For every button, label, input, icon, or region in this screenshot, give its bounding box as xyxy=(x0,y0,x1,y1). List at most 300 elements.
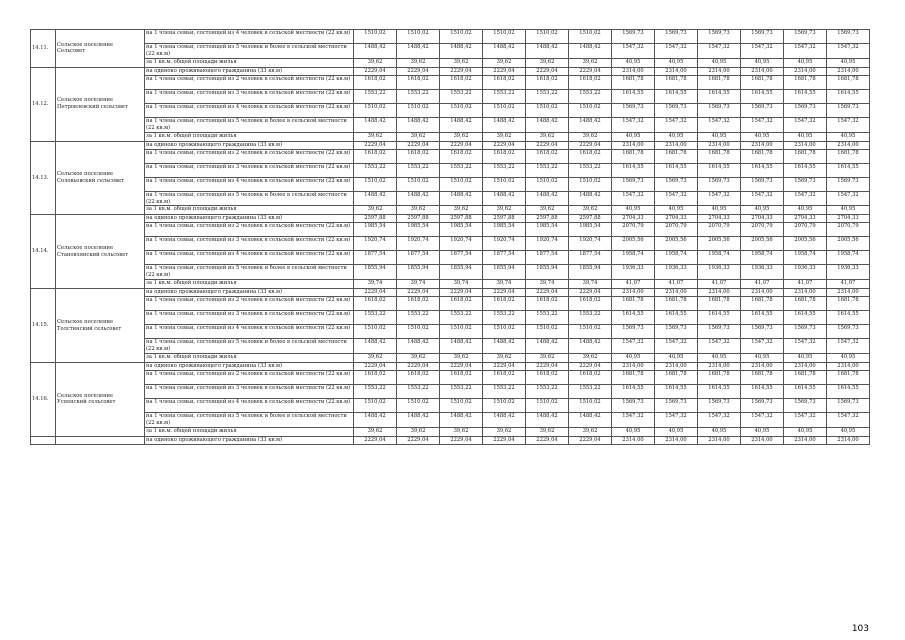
value-cell: 1958,74 xyxy=(612,251,655,265)
value-cell: 1985,54 xyxy=(483,223,526,237)
value-cell: 39,62 xyxy=(397,206,440,215)
value-cell: 2229,04 xyxy=(354,289,397,297)
value-cell: 1488,42 xyxy=(397,117,440,132)
value-cell: 40,95 xyxy=(827,354,870,363)
value-cell: 1614,55 xyxy=(698,89,741,103)
settlement-name-line: Сельское поселение xyxy=(57,244,114,251)
value-cell: 40,95 xyxy=(655,132,698,141)
value-cell: 1936,33 xyxy=(655,265,698,280)
value-cell: 1618,02 xyxy=(354,371,397,385)
settlement-name-line: Сельское поселение xyxy=(57,318,114,325)
value-cell: 1618,02 xyxy=(526,371,569,385)
value-cell: 40,95 xyxy=(612,427,655,436)
value-cell: 40,95 xyxy=(612,132,655,141)
value-cell: 1618,02 xyxy=(397,297,440,311)
value-cell: 2005,56 xyxy=(655,237,698,251)
value-cell: 1488,42 xyxy=(569,191,612,206)
value-cell: 1681,78 xyxy=(612,297,655,311)
value-cell: 40,95 xyxy=(655,58,698,67)
value-cell: 1488,42 xyxy=(569,339,612,354)
value-cell: 1488,42 xyxy=(526,44,569,59)
value-cell: 39,62 xyxy=(483,206,526,215)
value-cell: 1681,78 xyxy=(827,75,870,89)
value-cell: 1547,32 xyxy=(655,339,698,354)
value-cell: 1510,02 xyxy=(397,399,440,413)
table-row xyxy=(31,265,870,280)
value-cell: 1618,02 xyxy=(569,297,612,311)
value-cell: 39,74 xyxy=(354,280,397,289)
value-cell: 1569,73 xyxy=(784,30,827,44)
value-cell: 2229,04 xyxy=(397,67,440,75)
value-cell: 1614,55 xyxy=(784,89,827,103)
value-cell: 1553,22 xyxy=(483,163,526,177)
value-cell: 1547,32 xyxy=(741,117,784,132)
value-cell: 1569,73 xyxy=(827,177,870,191)
value-cell: 40,95 xyxy=(741,132,784,141)
value-cell: 1681,78 xyxy=(698,371,741,385)
value-cell: 1510,02 xyxy=(526,30,569,44)
value-cell: 40,95 xyxy=(655,354,698,363)
value-cell: 2229,04 xyxy=(440,363,483,371)
value-cell: 1681,78 xyxy=(741,371,784,385)
value-cell: 1547,32 xyxy=(784,191,827,206)
value-cell: 1510,02 xyxy=(526,325,569,339)
value-cell: 1547,32 xyxy=(698,413,741,428)
value-cell: 1553,22 xyxy=(440,89,483,103)
value-cell: 2314,00 xyxy=(698,141,741,149)
value-cell: 2314,00 xyxy=(784,289,827,297)
row-description: на одиноко проживающего гражданина (33 кв.м) xyxy=(145,215,354,223)
value-cell: 1488,42 xyxy=(440,117,483,132)
value-cell: 1553,22 xyxy=(483,311,526,325)
value-cell: 40,95 xyxy=(784,354,827,363)
value-cell: 1488,42 xyxy=(526,413,569,428)
value-cell: 39,62 xyxy=(569,206,612,215)
page-number: 103 xyxy=(851,624,869,634)
value-cell: 1547,32 xyxy=(655,413,698,428)
value-cell: 2229,04 xyxy=(354,363,397,371)
row-description: на 1 члена семьи, состоящей из 2 человек в сельской местности (22 кв.м) xyxy=(145,75,354,89)
value-cell: 2314,00 xyxy=(655,363,698,371)
value-cell: 1510,02 xyxy=(354,103,397,117)
value-cell: 39,62 xyxy=(440,58,483,67)
value-cell: 1936,33 xyxy=(827,265,870,280)
value-cell: 1618,02 xyxy=(440,149,483,163)
value-cell: 2314,00 xyxy=(827,436,870,444)
value-cell: 1958,74 xyxy=(827,251,870,265)
value-cell: 1681,78 xyxy=(741,75,784,89)
value-cell: 2229,04 xyxy=(483,67,526,75)
value-cell: 1488,42 xyxy=(397,44,440,59)
value-cell: 1569,73 xyxy=(741,399,784,413)
value-cell: 1569,73 xyxy=(655,103,698,117)
row-description: на 1 члена семьи, состоящей из 2 человек в сельской местности (22 кв.м) xyxy=(145,297,354,311)
value-cell: 1618,02 xyxy=(569,371,612,385)
value-cell: 1569,73 xyxy=(827,103,870,117)
row-description: на 1 члена семьи, состоящей из 2 человек в сельской местности (22 кв.м) xyxy=(145,223,354,237)
value-cell: 2314,00 xyxy=(612,363,655,371)
value-cell: 1985,54 xyxy=(440,223,483,237)
table-row xyxy=(31,237,870,251)
settlement-code-cell: 14.13. xyxy=(31,141,56,215)
value-cell: 41,07 xyxy=(612,280,655,289)
value-cell: 1547,32 xyxy=(741,44,784,59)
value-cell: 1488,42 xyxy=(354,339,397,354)
value-cell: 1569,73 xyxy=(612,30,655,44)
value-cell: 40,95 xyxy=(698,58,741,67)
value-cell: 2314,00 xyxy=(741,363,784,371)
value-cell: 1553,22 xyxy=(440,311,483,325)
value-cell: 40,95 xyxy=(612,354,655,363)
value-cell: 2314,00 xyxy=(655,67,698,75)
value-cell: 1618,02 xyxy=(440,371,483,385)
value-cell: 1553,22 xyxy=(526,385,569,399)
value-cell: 2229,04 xyxy=(483,141,526,149)
settlement-code-cell: 14.11. xyxy=(31,30,56,68)
value-cell: 2229,04 xyxy=(354,436,397,444)
settlement-name-line: Соловьевский сельсовет xyxy=(57,178,124,185)
value-cell: 1681,78 xyxy=(698,149,741,163)
value-cell: 1681,78 xyxy=(655,75,698,89)
row-description: на 1 члена семьи, состоящей из 5 человек и более в сельской местности (22 кв.м) xyxy=(145,339,354,354)
value-cell: 1877,54 xyxy=(526,251,569,265)
settlement-code-cell: 14.16. xyxy=(31,363,56,437)
table-row xyxy=(31,223,870,237)
value-cell: 1614,55 xyxy=(741,163,784,177)
row-description: на одиноко проживающего гражданина (33 кв.м) xyxy=(145,67,354,75)
row-description: на 1 члена семьи, состоящей из 4 человек в сельской местности (22 кв.м) xyxy=(145,103,354,117)
value-cell: 1920,74 xyxy=(354,237,397,251)
value-cell: 1553,22 xyxy=(354,311,397,325)
value-cell: 1510,02 xyxy=(569,325,612,339)
value-cell: 39,62 xyxy=(526,132,569,141)
value-cell: 1569,73 xyxy=(698,325,741,339)
value-cell: 2314,00 xyxy=(784,436,827,444)
value-cell: 39,62 xyxy=(397,58,440,67)
value-cell: 39,62 xyxy=(526,206,569,215)
value-cell: 1618,02 xyxy=(483,297,526,311)
value-cell: 1510,02 xyxy=(569,177,612,191)
value-cell: 1510,02 xyxy=(483,399,526,413)
value-cell: 1510,02 xyxy=(397,30,440,44)
row-description: на 1 члена семьи, состоящей из 4 человек в сельской местности (22 кв.м) xyxy=(145,325,354,339)
value-cell: 2597,88 xyxy=(483,215,526,223)
value-cell: 1553,22 xyxy=(569,311,612,325)
value-cell: 1618,02 xyxy=(397,371,440,385)
value-cell: 1614,55 xyxy=(827,163,870,177)
value-cell: 1510,02 xyxy=(354,399,397,413)
value-cell: 1488,42 xyxy=(354,191,397,206)
value-cell: 39,74 xyxy=(397,280,440,289)
value-cell: 1547,32 xyxy=(612,339,655,354)
value-cell: 39,74 xyxy=(569,280,612,289)
value-cell: 1681,78 xyxy=(741,149,784,163)
value-cell: 40,95 xyxy=(612,58,655,67)
value-cell: 1510,02 xyxy=(354,30,397,44)
value-cell: 2597,88 xyxy=(354,215,397,223)
value-cell: 2229,04 xyxy=(483,436,526,444)
value-cell: 2005,56 xyxy=(827,237,870,251)
table-row xyxy=(31,280,870,289)
value-cell: 39,62 xyxy=(569,132,612,141)
value-cell: 1510,02 xyxy=(354,325,397,339)
table-row xyxy=(31,177,870,191)
value-cell: 39,62 xyxy=(483,427,526,436)
value-cell: 1614,55 xyxy=(741,385,784,399)
value-cell: 40,95 xyxy=(784,427,827,436)
value-cell: 1614,55 xyxy=(784,163,827,177)
row-description: на одиноко проживающего гражданина (33 кв.м) xyxy=(145,436,354,444)
row-description: на одиноко проживающего гражданина (33 кв.м) xyxy=(145,363,354,371)
value-cell: 1569,73 xyxy=(741,30,784,44)
value-cell: 1510,02 xyxy=(440,30,483,44)
value-cell: 1553,22 xyxy=(397,89,440,103)
value-cell: 1510,02 xyxy=(440,177,483,191)
value-cell: 1920,74 xyxy=(440,237,483,251)
value-cell: 39,62 xyxy=(397,132,440,141)
value-cell: 40,95 xyxy=(827,58,870,67)
settlement-name-line: Успенский сельсовет xyxy=(57,399,116,406)
value-cell: 1488,42 xyxy=(354,44,397,59)
value-cell: 1855,94 xyxy=(483,265,526,280)
value-cell: 1618,02 xyxy=(569,149,612,163)
value-cell: 1488,42 xyxy=(569,117,612,132)
value-cell: 1920,74 xyxy=(397,237,440,251)
value-cell: 1681,78 xyxy=(784,371,827,385)
value-cell: 1488,42 xyxy=(483,44,526,59)
value-cell: 1920,74 xyxy=(526,237,569,251)
value-cell: 1877,54 xyxy=(483,251,526,265)
value-cell: 39,74 xyxy=(483,280,526,289)
value-cell: 1614,55 xyxy=(698,385,741,399)
value-cell: 1547,32 xyxy=(784,339,827,354)
value-cell: 1681,78 xyxy=(612,371,655,385)
settlement-name-cell xyxy=(56,215,145,289)
value-cell: 1488,42 xyxy=(483,117,526,132)
value-cell: 1510,02 xyxy=(526,103,569,117)
value-cell: 1510,02 xyxy=(483,103,526,117)
value-cell: 1618,02 xyxy=(397,75,440,89)
row-description: за 1 кв.м. общей площади жилья xyxy=(145,280,354,289)
table-row xyxy=(31,289,870,297)
value-cell: 1569,73 xyxy=(827,30,870,44)
row-description: на 1 члена семьи, состоящей из 5 человек и более в сельской местности (22 кв.м) xyxy=(145,265,354,280)
value-cell: 1855,94 xyxy=(569,265,612,280)
value-cell: 1488,42 xyxy=(483,191,526,206)
table-row xyxy=(31,30,870,44)
value-cell: 2229,04 xyxy=(440,436,483,444)
value-cell: 1488,42 xyxy=(440,413,483,428)
value-cell: 1614,55 xyxy=(827,89,870,103)
value-cell: 1569,73 xyxy=(741,325,784,339)
settlement-name-line: Сельское поселение xyxy=(57,97,114,104)
value-cell: 41,07 xyxy=(698,280,741,289)
value-cell: 2314,00 xyxy=(741,289,784,297)
value-cell: 1681,78 xyxy=(612,75,655,89)
value-cell: 1553,22 xyxy=(397,311,440,325)
value-cell: 1569,73 xyxy=(698,177,741,191)
row-description: на 1 члена семьи, состоящей из 3 человек в сельской местности (22 кв.м) xyxy=(145,385,354,399)
row-description: на 1 члена семьи, состоящей из 2 человек в сельской местности (22 кв.м) xyxy=(145,149,354,163)
row-description: на 1 члена семьи, состоящей из 4 человек в сельской местности (22 кв.м) xyxy=(145,177,354,191)
settlement-code-cell: 14.12. xyxy=(31,67,56,141)
value-cell: 1488,42 xyxy=(483,413,526,428)
settlement-name-cell xyxy=(56,363,145,437)
value-cell: 2314,00 xyxy=(698,289,741,297)
value-cell: 1614,55 xyxy=(827,385,870,399)
row-description: на 1 члена семьи, состоящей из 3 человек в сельской местности (22 кв.м) xyxy=(145,311,354,325)
value-cell: 2229,04 xyxy=(397,436,440,444)
table-row xyxy=(31,399,870,413)
table-row xyxy=(31,215,870,223)
value-cell: 1681,78 xyxy=(784,75,827,89)
value-cell: 1547,32 xyxy=(698,339,741,354)
value-cell: 39,62 xyxy=(526,354,569,363)
value-cell: 1614,55 xyxy=(655,385,698,399)
value-cell: 2229,04 xyxy=(397,363,440,371)
value-cell: 1618,02 xyxy=(569,75,612,89)
value-cell: 40,95 xyxy=(784,132,827,141)
value-cell: 2314,00 xyxy=(741,141,784,149)
row-description: на одиноко проживающего гражданина (33 кв.м) xyxy=(145,289,354,297)
value-cell: 1488,42 xyxy=(397,413,440,428)
value-cell: 2597,88 xyxy=(397,215,440,223)
value-cell: 1569,73 xyxy=(612,177,655,191)
value-cell: 1488,42 xyxy=(569,44,612,59)
value-cell: 2314,00 xyxy=(827,289,870,297)
value-cell: 1510,02 xyxy=(483,30,526,44)
settlement-name-line: Сельское поселение xyxy=(57,41,114,48)
value-cell: 1618,02 xyxy=(483,371,526,385)
value-cell: 2704,33 xyxy=(784,215,827,223)
value-cell: 2314,00 xyxy=(784,363,827,371)
value-cell: 40,95 xyxy=(827,427,870,436)
value-cell: 1547,32 xyxy=(655,44,698,59)
value-cell: 41,07 xyxy=(827,280,870,289)
value-cell: 1547,32 xyxy=(655,117,698,132)
settlement-name-cell xyxy=(56,67,145,141)
value-cell: 1569,73 xyxy=(698,30,741,44)
value-cell: 1488,42 xyxy=(397,339,440,354)
value-cell: 1618,02 xyxy=(354,149,397,163)
table-row xyxy=(31,103,870,117)
value-cell: 1569,73 xyxy=(827,325,870,339)
value-cell: 2229,04 xyxy=(440,141,483,149)
tariff-table xyxy=(30,29,870,445)
value-cell: 40,95 xyxy=(827,132,870,141)
value-cell: 2314,00 xyxy=(698,363,741,371)
value-cell: 2314,00 xyxy=(612,436,655,444)
value-cell: 1920,74 xyxy=(569,237,612,251)
value-cell: 2314,00 xyxy=(784,141,827,149)
value-cell: 1936,33 xyxy=(741,265,784,280)
value-cell: 39,62 xyxy=(354,354,397,363)
value-cell: 1855,94 xyxy=(397,265,440,280)
settlement-name-cell xyxy=(56,30,145,68)
value-cell: 2229,04 xyxy=(397,141,440,149)
value-cell: 1569,73 xyxy=(612,103,655,117)
value-cell: 1488,42 xyxy=(526,117,569,132)
value-cell: 2229,04 xyxy=(397,289,440,297)
value-cell: 1547,32 xyxy=(698,44,741,59)
row-description: за 1 кв.м. общей площади жилья xyxy=(145,354,354,363)
table-row xyxy=(31,251,870,265)
settlement-name-cell xyxy=(56,141,145,215)
value-cell: 40,95 xyxy=(827,206,870,215)
row-description: за 1 кв.м. общей площади жилья xyxy=(145,427,354,436)
row-description: на 1 члена семьи, состоящей из 5 человек и более в сельской местности (22 кв.м) xyxy=(145,44,354,59)
table-row xyxy=(31,58,870,67)
value-cell: 1681,78 xyxy=(612,149,655,163)
settlement-name-line: Петровлевский сельсовет xyxy=(57,104,128,111)
table-row xyxy=(31,413,870,428)
row-description: на 1 члена семьи, состоящей из 5 человек и более в сельской местности (22 кв.м) xyxy=(145,117,354,132)
value-cell: 1877,54 xyxy=(569,251,612,265)
value-cell: 1553,22 xyxy=(569,163,612,177)
value-cell: 39,62 xyxy=(483,354,526,363)
value-cell: 1681,78 xyxy=(827,297,870,311)
value-cell: 1569,73 xyxy=(741,103,784,117)
value-cell: 1547,32 xyxy=(655,191,698,206)
value-cell: 1569,73 xyxy=(655,177,698,191)
value-cell: 1547,32 xyxy=(741,191,784,206)
value-cell: 1510,02 xyxy=(440,399,483,413)
value-cell: 1488,42 xyxy=(569,413,612,428)
value-cell: 1614,55 xyxy=(784,385,827,399)
value-cell: 1681,78 xyxy=(655,149,698,163)
value-cell: 1553,22 xyxy=(526,163,569,177)
value-cell: 2314,00 xyxy=(612,289,655,297)
value-cell: 1553,22 xyxy=(526,311,569,325)
value-cell: 39,62 xyxy=(483,132,526,141)
value-cell: 39,74 xyxy=(440,280,483,289)
value-cell: 1547,32 xyxy=(827,117,870,132)
value-cell: 40,95 xyxy=(741,58,784,67)
value-cell: 1510,02 xyxy=(397,325,440,339)
value-cell: 2314,00 xyxy=(612,141,655,149)
value-cell: 1681,78 xyxy=(698,75,741,89)
row-description: за 1 кв.м. общей площади жилья xyxy=(145,206,354,215)
row-description: на 1 члена семьи, состоящей из 2 человек в сельской местности (22 кв.м) xyxy=(145,371,354,385)
value-cell: 1614,55 xyxy=(612,163,655,177)
value-cell: 1547,32 xyxy=(784,44,827,59)
value-cell: 40,95 xyxy=(784,206,827,215)
value-cell: 1614,55 xyxy=(655,311,698,325)
value-cell: 39,62 xyxy=(354,132,397,141)
value-cell: 1553,22 xyxy=(526,89,569,103)
value-cell: 2314,00 xyxy=(698,436,741,444)
value-cell: 1569,73 xyxy=(612,399,655,413)
settlement-code-cell: 14.15. xyxy=(31,289,56,363)
table-row xyxy=(31,67,870,75)
value-cell: 1553,22 xyxy=(483,385,526,399)
value-cell: 1569,73 xyxy=(784,177,827,191)
value-cell: 1547,32 xyxy=(784,117,827,132)
value-cell: 1569,73 xyxy=(612,325,655,339)
value-cell: 1614,55 xyxy=(655,163,698,177)
settlement-name-cell xyxy=(56,436,145,444)
value-cell: 1569,73 xyxy=(784,399,827,413)
table-row xyxy=(31,297,870,311)
value-cell: 40,95 xyxy=(741,354,784,363)
value-cell: 39,62 xyxy=(397,427,440,436)
value-cell: 1618,02 xyxy=(440,297,483,311)
value-cell: 1618,02 xyxy=(526,75,569,89)
value-cell: 40,95 xyxy=(612,206,655,215)
row-description: на 1 члена семьи, состоящей из 4 человек в сельской местности (22 кв.м) xyxy=(145,30,354,44)
settlement-code-cell: 14.14. xyxy=(31,215,56,289)
value-cell: 1614,55 xyxy=(655,89,698,103)
